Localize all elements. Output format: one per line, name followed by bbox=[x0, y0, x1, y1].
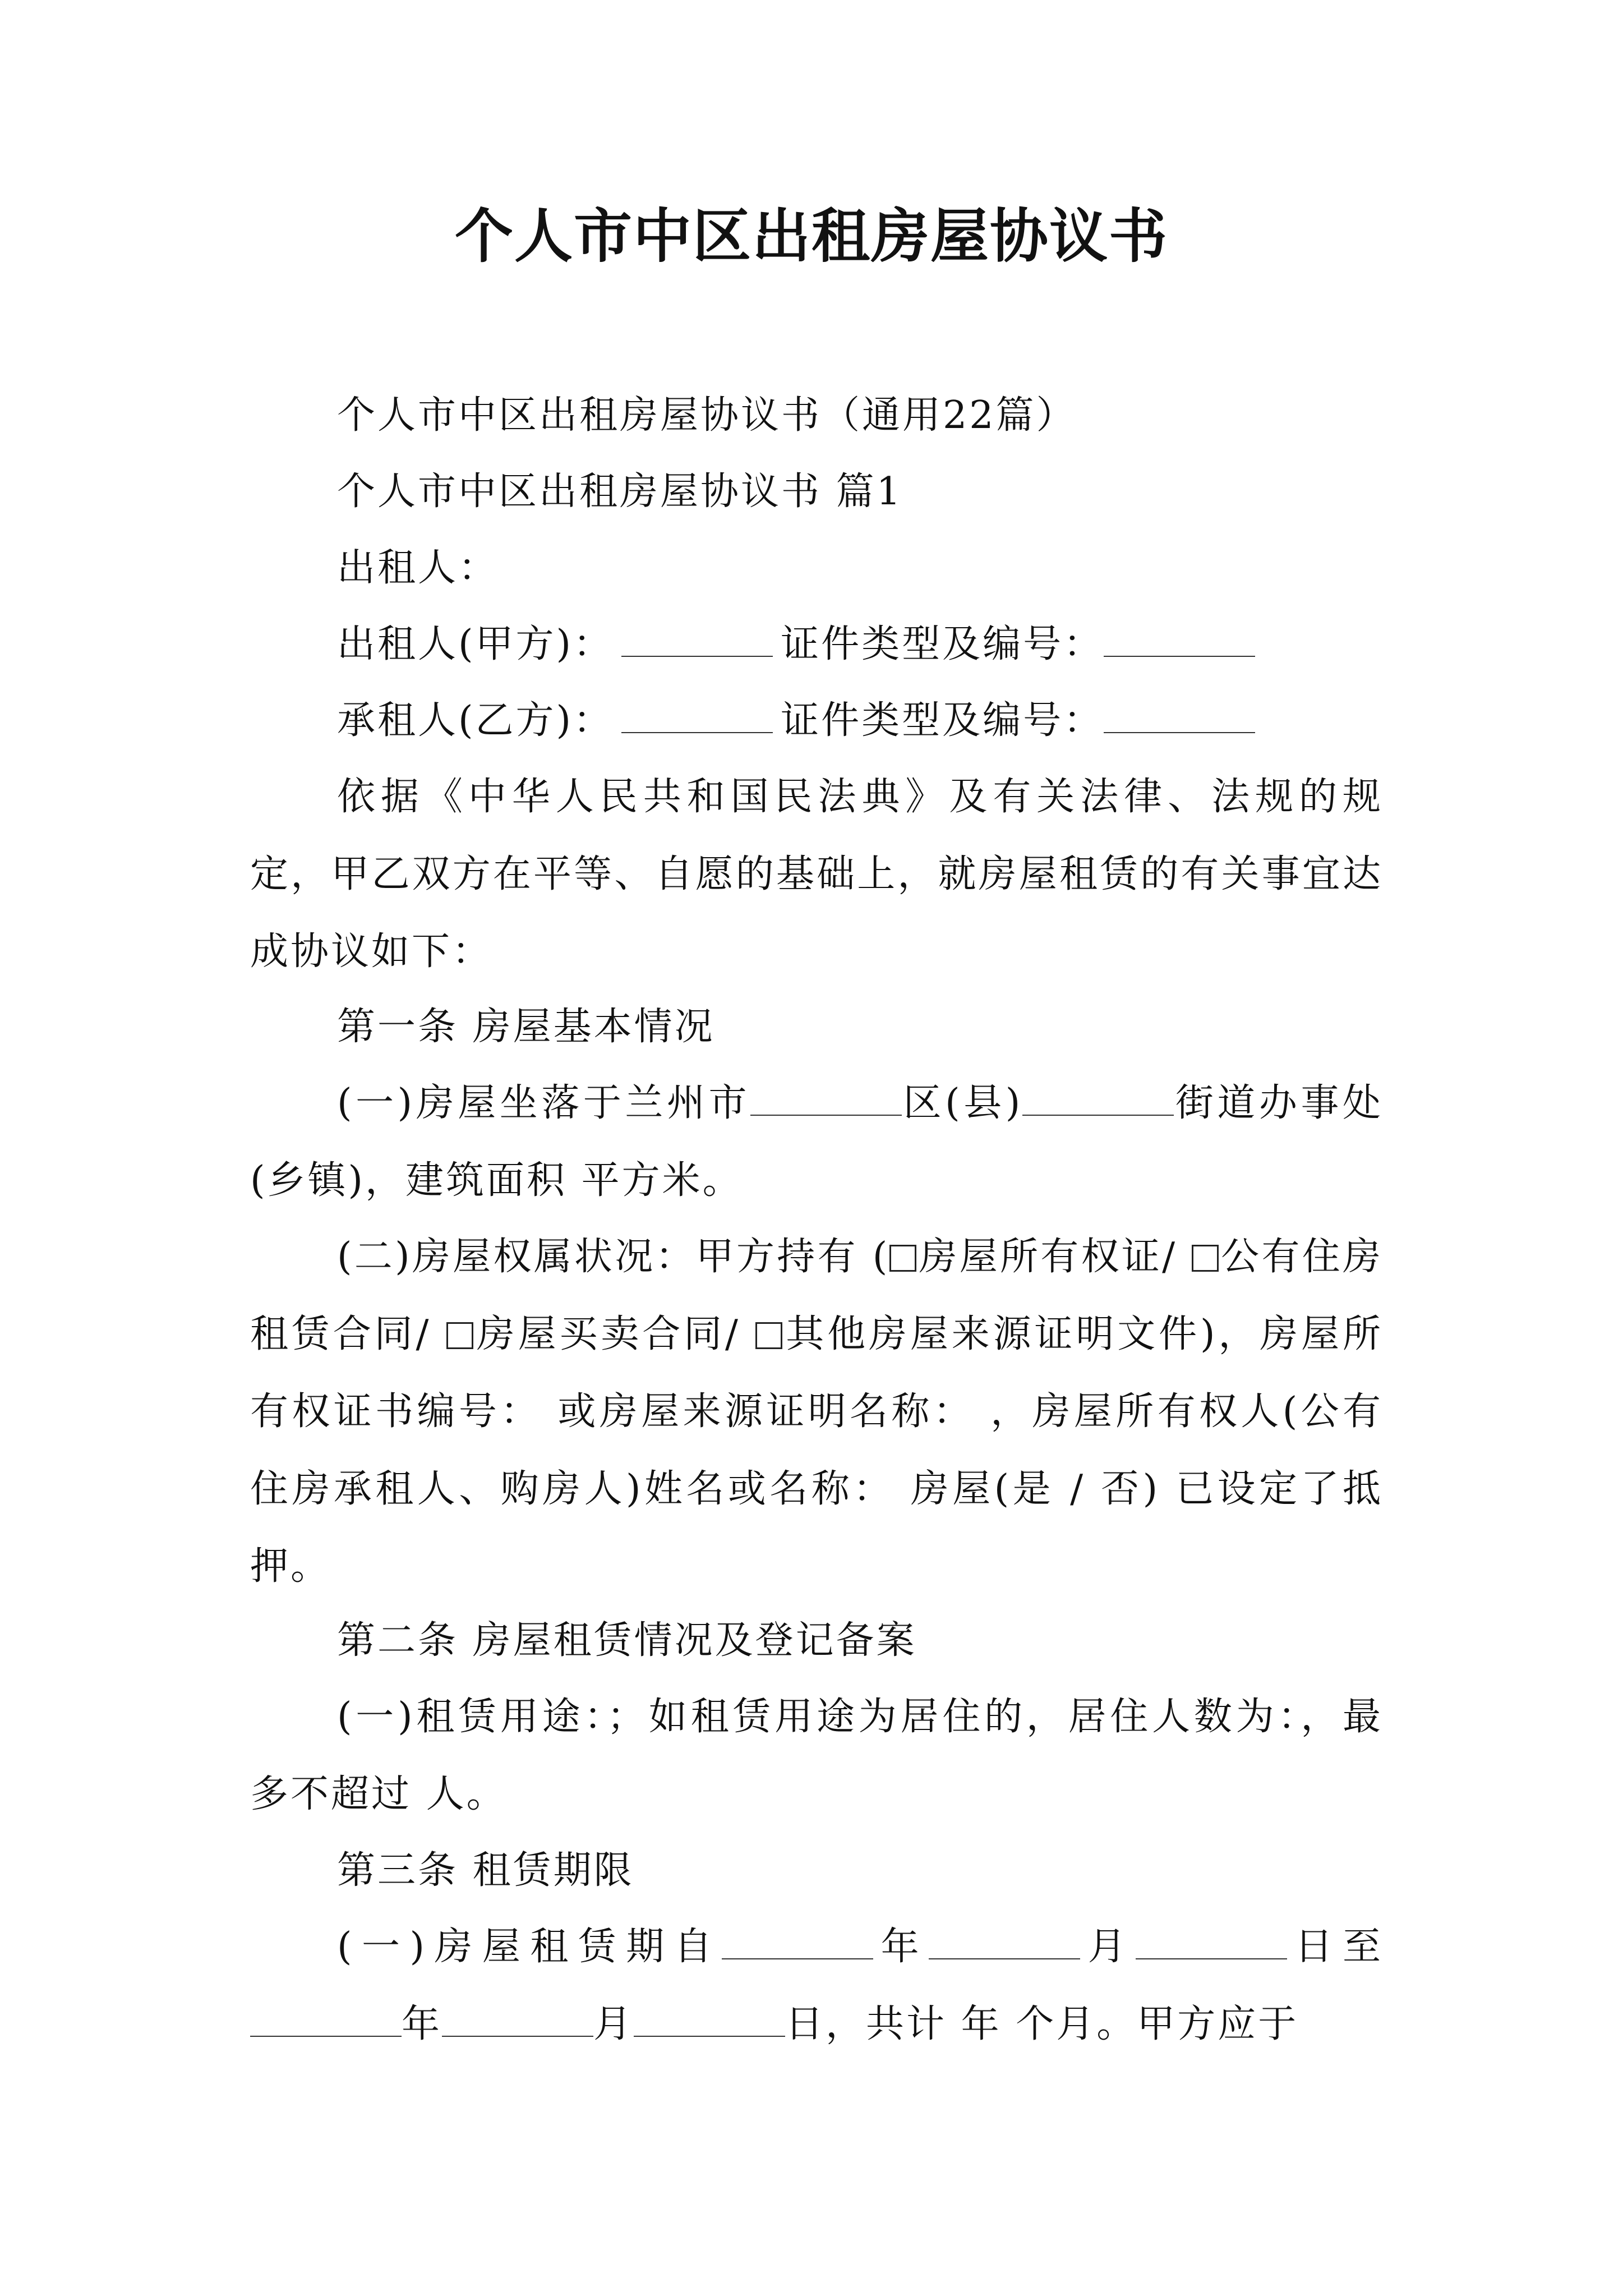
end-year-blank bbox=[250, 2003, 402, 2037]
part-heading: 个人市中区出租房屋协议书 篇1 bbox=[337, 470, 903, 514]
checkbox-icon[interactable] bbox=[889, 1245, 916, 1272]
party-b-name-blank bbox=[621, 700, 773, 733]
article1-item1-c: 街道办事处(乡镇)，建筑面积 平方米。 bbox=[250, 1081, 1383, 1203]
option-other-proof: 其他房屋来源证明文件)，房屋所有权证书编号： 或房屋来源证明名称： ，房屋所有权人(公有住房承租人、购房人)姓名或名称： 房屋(是 / 否) 已设定了抵押。 bbox=[250, 1312, 1383, 1589]
party-a-id-blank bbox=[1104, 623, 1255, 657]
document-title: 个人市中区出租房屋协议书 bbox=[454, 201, 1168, 270]
preamble-paragraph: 依据《中华人民共和国民法典》及有关法律、法规的规定，甲乙双方在平等、自愿的基础上，就房屋租赁的有关事宜达成协议如下： bbox=[250, 775, 1383, 974]
checkbox-icon[interactable] bbox=[446, 1322, 473, 1349]
article1-item1 bbox=[250, 1065, 1383, 1220]
checkbox-icon[interactable] bbox=[755, 1322, 782, 1349]
year-label: 年 bbox=[873, 1925, 929, 1969]
party-b-line bbox=[250, 682, 1537, 760]
party-b-id-blank bbox=[1104, 700, 1255, 733]
end-month-blank bbox=[442, 2003, 593, 2037]
month-label: 月 bbox=[593, 2002, 634, 2046]
year-label: 年 bbox=[402, 2002, 442, 2046]
option-public-lease: 公有住房租赁合同/ bbox=[250, 1235, 1383, 1356]
article1-item2 bbox=[250, 1218, 1383, 1605]
start-month-blank bbox=[929, 1926, 1080, 1959]
article1-item1-a: (一)房屋坐落于兰州市 bbox=[337, 1081, 751, 1125]
month-label: 月 bbox=[1080, 1925, 1136, 1969]
party-b-label: 承租人(乙方)： bbox=[337, 698, 614, 743]
article1-heading: 第一条 房屋基本情况 bbox=[337, 1005, 715, 1049]
party-a-line bbox=[250, 606, 1537, 683]
party-a-label: 出租人(甲方)： bbox=[337, 622, 614, 666]
party-a-id-label: 证件类型及编号： bbox=[781, 622, 1104, 666]
start-year-blank bbox=[722, 1926, 873, 1959]
article1-item2-a: (二)房屋权属状况：甲方持有 ( bbox=[337, 1235, 890, 1279]
day-to-label: 日至 bbox=[1287, 1925, 1383, 1969]
subtitle: 个人市中区出租房屋协议书（通用22篇） bbox=[337, 393, 1077, 438]
article2-item1: (一)租赁用途：；如租赁用途为居住的，居住人数为：，最多不超过 人。 bbox=[250, 1695, 1383, 1816]
party-a-name-blank bbox=[621, 623, 773, 657]
article3-item1-a: (一)房屋租赁期自 bbox=[337, 1925, 722, 1969]
option-ownership-cert: 房屋所有权证/ bbox=[919, 1235, 1192, 1279]
article3-item1 bbox=[250, 1908, 1383, 2063]
article1-item1-b: 区(县) bbox=[902, 1081, 1023, 1125]
city-blank bbox=[750, 1082, 902, 1116]
district-blank bbox=[1022, 1082, 1174, 1116]
day-end-label: 日，共计 年 个月。甲方应于 bbox=[785, 2002, 1299, 2046]
party-b-id-label: 证件类型及编号： bbox=[781, 698, 1104, 743]
lessor-label: 出租人： bbox=[337, 546, 499, 590]
end-day-blank bbox=[634, 2003, 785, 2037]
start-day-blank bbox=[1136, 1926, 1287, 1959]
article2-heading: 第二条 房屋租赁情况及登记备案 bbox=[337, 1618, 917, 1663]
option-sale-contract: 房屋买卖合同/ bbox=[475, 1312, 756, 1356]
checkbox-icon[interactable] bbox=[1192, 1245, 1219, 1272]
article3-heading: 第三条 租赁期限 bbox=[337, 1848, 634, 1893]
